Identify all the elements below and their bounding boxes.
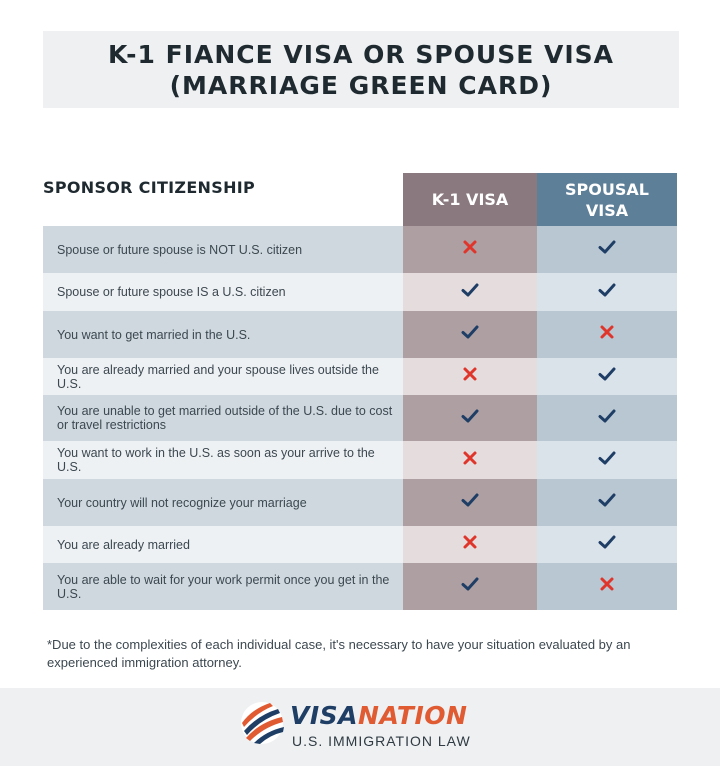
spousal-cell [537, 395, 677, 441]
row-description: You want to work in the U.S. as soon as your arrive to the U.S. [43, 441, 403, 479]
row-description: You want to get married in the U.S. [43, 311, 403, 358]
check-icon [598, 281, 616, 304]
check-icon [461, 491, 479, 514]
spousal-cell [537, 358, 677, 395]
check-icon [461, 407, 479, 430]
visanation-logo-icon [240, 701, 286, 745]
row-description: You are unable to get married outside of the U.S. due to cost or travel restrictions [43, 395, 403, 441]
check-icon [461, 323, 479, 346]
check-icon [598, 365, 616, 388]
check-icon [598, 533, 616, 556]
brand-wordmark [290, 702, 467, 730]
disclaimer-footnote: *Due to the complexities of each individual case, it's necessary to have your situation evaluated by an experienced immigration attorney. [47, 637, 631, 670]
row-description: Your country will not recognize your marriage [43, 479, 403, 526]
k1-cell [403, 358, 537, 395]
k1-cell [403, 311, 537, 358]
table-row [43, 563, 677, 610]
table-row [43, 395, 677, 441]
k1-cell [403, 441, 537, 479]
footer-banner [0, 688, 720, 766]
table-row [43, 526, 677, 563]
check-icon [461, 575, 479, 598]
check-icon [461, 281, 479, 304]
row-description: You are able to wait for your work permit once you get in the U.S. [43, 563, 403, 610]
k1-cell [403, 226, 537, 273]
k1-cell [403, 479, 537, 526]
check-icon [598, 449, 616, 472]
cross-icon [461, 365, 479, 388]
spousal-cell [537, 441, 677, 479]
cross-icon [461, 533, 479, 556]
table-row [43, 479, 677, 526]
spousal-cell [537, 563, 677, 610]
row-description: You are already married and your spouse lives outside the U.S. [43, 358, 403, 395]
brand-tagline: U.S. IMMIGRATION LAW [292, 733, 471, 749]
check-icon [598, 238, 616, 261]
k1-cell [403, 395, 537, 441]
page-title-line-2: (MARRIAGE GREEN CARD) [169, 70, 553, 100]
spousal-header-line-2: VISA [585, 200, 629, 220]
spousal-header-line-1: SPOUSAL [565, 179, 649, 199]
spousal-cell [537, 526, 677, 563]
table-row [43, 358, 677, 395]
k1-cell [403, 563, 537, 610]
row-description: You are already married [43, 526, 403, 563]
brand-nation-text: NATION [358, 701, 468, 730]
brand-visa-text: VISA [290, 701, 359, 730]
title-banner [43, 31, 679, 108]
table-row [43, 226, 677, 273]
k1-cell [403, 526, 537, 563]
spousal-cell [537, 226, 677, 273]
k1-visa-header-label: K-1 VISA [431, 190, 509, 209]
row-description: Spouse or future spouse IS a U.S. citizen [43, 273, 403, 311]
check-icon [598, 407, 616, 430]
cross-icon [598, 575, 616, 598]
cross-icon [461, 449, 479, 472]
k1-cell [403, 273, 537, 311]
table-heading: SPONSOR CITIZENSHIP [43, 178, 256, 197]
row-description: Spouse or future spouse is NOT U.S. citizen [43, 226, 403, 273]
k1-visa-column-header [403, 173, 537, 226]
check-icon [598, 491, 616, 514]
spousal-visa-column-header [537, 173, 677, 226]
cross-icon [461, 238, 479, 261]
table-row [43, 311, 677, 358]
spousal-cell [537, 479, 677, 526]
table-row [43, 273, 677, 311]
page-title-line-1: K-1 FIANCE VISA OR SPOUSE VISA [107, 39, 615, 69]
table-row [43, 441, 677, 479]
spousal-cell [537, 273, 677, 311]
spousal-cell [537, 311, 677, 358]
cross-icon [598, 323, 616, 346]
